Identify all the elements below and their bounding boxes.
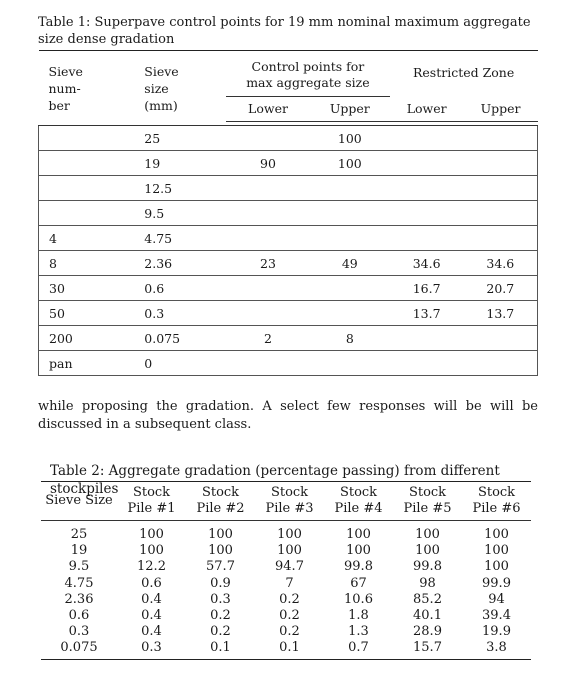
- percent-passing-cell: 40.1: [413, 608, 442, 624]
- percent-passing-cell: 0.2: [279, 608, 300, 624]
- control-upper-cell: [310, 201, 390, 226]
- header-line: Pile #2: [196, 501, 245, 516]
- restricted-lower-cell: [390, 351, 464, 376]
- sieve-size-cell: 2.36: [64, 591, 94, 607]
- table-row: [41, 543, 531, 559]
- sieve-size-cell: 0.3: [68, 624, 90, 640]
- table-row: [39, 201, 538, 226]
- header-line: Stock: [408, 485, 447, 500]
- restricted-upper-cell: [464, 351, 538, 376]
- percent-passing-cell: 0.7: [324, 640, 393, 659]
- percent-passing-cell: 85.2: [413, 591, 442, 607]
- header-line: Control points for: [251, 59, 365, 74]
- control-lower-cell: [226, 351, 310, 376]
- control-lower-cell: 23: [226, 251, 310, 276]
- sieve-size-cell: 25: [134, 126, 226, 151]
- percent-passing-cell: 0.2: [210, 624, 231, 640]
- sieve-number-cell: 200: [39, 326, 135, 351]
- restricted-zone-header: Restricted Zone: [390, 51, 538, 97]
- table-row: [41, 624, 531, 640]
- restricted-lower-cell: 13.7: [390, 301, 464, 326]
- sieve-number-cell: 4: [39, 226, 135, 251]
- control-upper-cell: [310, 351, 390, 376]
- sieve-size-cell: 0.6: [68, 608, 90, 624]
- sieve-size-cell: 2.36: [134, 251, 226, 276]
- control-lower-cell: [226, 301, 310, 326]
- table2-body: [41, 521, 531, 660]
- control-upper-cell: [310, 301, 390, 326]
- percent-passing-cell: 94.7: [275, 559, 304, 575]
- percent-passing-cell: 100: [139, 527, 164, 542]
- percent-passing-cell: 57.7: [206, 559, 235, 575]
- table-row: [39, 301, 538, 326]
- percent-passing-cell: 0.6: [141, 575, 162, 591]
- percent-passing-cell: 0.1: [186, 640, 255, 659]
- header-line: (mm): [144, 98, 178, 113]
- percent-passing-cell: 0.2: [210, 608, 231, 624]
- sieve-number-header: [39, 51, 135, 122]
- header-line: Stock: [201, 485, 240, 500]
- stockpile-header: [324, 482, 393, 521]
- percent-passing-cell: 1.3: [348, 624, 369, 640]
- sieve-size-header: Sieve Size: [41, 482, 117, 521]
- control-upper-cell: 100: [310, 151, 390, 176]
- sieve-size-cell: 4.75: [64, 575, 94, 591]
- control-upper-cell: [310, 176, 390, 201]
- control-lower-cell: [226, 126, 310, 151]
- header-line: num-: [48, 81, 81, 96]
- table-row: [39, 226, 538, 251]
- percent-passing-cell: 12.2: [137, 559, 166, 575]
- table-row: [39, 251, 538, 276]
- percent-passing-cell: 94: [488, 591, 505, 607]
- sieve-number-cell: [39, 201, 135, 226]
- header-line: Stock: [132, 485, 171, 500]
- restricted-lower-cell: [390, 226, 464, 251]
- table1-body: [39, 126, 538, 376]
- table-row: [41, 559, 531, 575]
- header-line: Pile #4: [334, 501, 383, 516]
- restricted-lower-cell: 34.6: [390, 251, 464, 276]
- percent-passing-cell: 28.9: [413, 624, 442, 640]
- control-lower-cell: [226, 226, 310, 251]
- percent-passing-cell: 0.4: [141, 608, 162, 624]
- control-upper-cell: 49: [310, 251, 390, 276]
- sieve-size-cell: 0.075: [41, 640, 117, 659]
- percent-passing-cell: 99.8: [344, 559, 373, 575]
- sieve-size-cell: 9.5: [68, 559, 90, 575]
- sieve-size-header: [134, 51, 226, 122]
- control-upper-cell: [310, 276, 390, 301]
- percent-passing-cell: 100: [484, 543, 509, 559]
- sieve-size-cell: 0: [134, 351, 226, 376]
- restricted-lower-cell: [390, 176, 464, 201]
- restricted-lower-cell: [390, 326, 464, 351]
- sieve-size-cell: 0.6: [134, 276, 226, 301]
- restricted-lower-cell: 16.7: [390, 276, 464, 301]
- control-upper-cell: [310, 226, 390, 251]
- percent-passing-cell: 98: [419, 575, 436, 591]
- stockpile-header: [117, 482, 186, 521]
- stockpile-header: [393, 482, 462, 521]
- control-lower-cell: 2: [226, 326, 310, 351]
- control-lower-header: Lower: [226, 97, 310, 122]
- sieve-number-cell: 8: [39, 251, 135, 276]
- percent-passing-cell: 100: [346, 527, 371, 542]
- header-line: Pile #1: [127, 501, 176, 516]
- sieve-number-cell: [39, 176, 135, 201]
- stockpile-gradation-table: [41, 481, 531, 660]
- table-row: [41, 608, 531, 624]
- table-row: [39, 151, 538, 176]
- percent-passing-cell: 0.4: [141, 624, 162, 640]
- sieve-size-cell: 19: [70, 543, 88, 559]
- restricted-upper-cell: 13.7: [464, 301, 538, 326]
- header-line: Sieve: [144, 64, 179, 79]
- percent-passing-cell: 100: [415, 527, 440, 542]
- sieve-size-cell: 19: [134, 151, 226, 176]
- restricted-upper-header: Upper: [464, 97, 538, 122]
- percent-passing-cell: 0.2: [279, 624, 300, 640]
- control-lower-cell: [226, 201, 310, 226]
- sieve-number-cell: 50: [39, 301, 135, 326]
- table1-caption: Table 1: Superpave control points for 19 mm nominal maximum aggregate size dense gradation: [38, 15, 531, 47]
- body-paragraph: while proposing the gradation. A select few responses will be will be discussed in a subsequent class.: [38, 399, 538, 432]
- control-upper-cell: 8: [310, 326, 390, 351]
- percent-passing-cell: 0.1: [255, 640, 324, 659]
- sieve-number-cell: pan: [39, 351, 135, 376]
- restricted-upper-cell: 34.6: [464, 251, 538, 276]
- table2-caption: Table 2: Aggregate gradation (percentage passing) from different stockpiles: [50, 463, 500, 497]
- restricted-lower-cell: [390, 201, 464, 226]
- restricted-upper-cell: [464, 201, 538, 226]
- table2-header-row: [41, 482, 531, 521]
- stockpile-header: [186, 482, 255, 521]
- percent-passing-cell: 100: [208, 543, 233, 559]
- percent-passing-cell: 7: [285, 575, 294, 591]
- restricted-lower-cell: [390, 126, 464, 151]
- percent-passing-cell: 100: [484, 559, 509, 575]
- control-upper-cell: 100: [310, 126, 390, 151]
- control-lower-cell: [226, 176, 310, 201]
- control-lower-cell: [226, 276, 310, 301]
- table-row: [39, 351, 538, 376]
- percent-passing-cell: 0.3: [117, 640, 186, 659]
- percent-passing-cell: 0.4: [141, 591, 162, 607]
- restricted-upper-cell: 20.7: [464, 276, 538, 301]
- table-row: [41, 592, 531, 608]
- sieve-number-cell: [39, 126, 135, 151]
- superpave-control-points-table: [38, 50, 538, 376]
- percent-passing-cell: 15.7: [393, 640, 462, 659]
- percent-passing-cell: 0.2: [279, 591, 300, 607]
- percent-passing-cell: 100: [277, 543, 302, 559]
- header-line: Sieve: [48, 64, 83, 79]
- control-upper-header: Upper: [310, 97, 390, 122]
- sieve-size-cell: 9.5: [134, 201, 226, 226]
- stockpile-header: [462, 482, 531, 521]
- percent-passing-cell: 100: [277, 527, 302, 542]
- header-line: ber: [48, 98, 70, 113]
- sieve-size-cell: 0.075: [134, 326, 226, 351]
- percent-passing-cell: 100: [208, 527, 233, 542]
- percent-passing-cell: 39.4: [482, 608, 511, 624]
- header-line: Pile #6: [472, 501, 521, 516]
- header-line: size: [144, 81, 169, 96]
- percent-passing-cell: 100: [484, 527, 509, 542]
- table-row: [39, 126, 538, 151]
- header-line: max aggregate size: [246, 75, 370, 90]
- header-line: Pile #5: [403, 501, 452, 516]
- header-line: Stock: [270, 485, 309, 500]
- sieve-number-cell: [39, 151, 135, 176]
- table-row: [39, 176, 538, 201]
- percent-passing-cell: 3.8: [462, 640, 531, 659]
- percent-passing-cell: 100: [346, 543, 371, 559]
- control-points-header: [226, 51, 390, 97]
- header-line: Stock: [477, 485, 516, 500]
- restricted-upper-cell: [464, 326, 538, 351]
- percent-passing-cell: 1.8: [348, 608, 369, 624]
- sieve-number-cell: 30: [39, 276, 135, 301]
- control-lower-cell: 90: [226, 151, 310, 176]
- percent-passing-cell: 10.6: [344, 591, 373, 607]
- restricted-upper-cell: [464, 126, 538, 151]
- sieve-size-cell: 25: [70, 527, 88, 542]
- percent-passing-cell: 100: [415, 543, 440, 559]
- percent-passing-cell: 0.9: [210, 575, 231, 591]
- table-row: [41, 521, 531, 544]
- table-row: [39, 276, 538, 301]
- restricted-upper-cell: [464, 151, 538, 176]
- header-line: Stock: [339, 485, 378, 500]
- restricted-lower-header: Lower: [390, 97, 464, 122]
- percent-passing-cell: 99.8: [413, 559, 442, 575]
- sieve-size-cell: 0.3: [134, 301, 226, 326]
- sieve-size-cell: 12.5: [134, 176, 226, 201]
- percent-passing-cell: 19.9: [482, 624, 511, 640]
- percent-passing-cell: 99.9: [482, 575, 511, 591]
- percent-passing-cell: 100: [139, 543, 164, 559]
- table-row: [39, 326, 538, 351]
- restricted-upper-cell: [464, 176, 538, 201]
- percent-passing-cell: 67: [350, 575, 367, 591]
- restricted-lower-cell: [390, 151, 464, 176]
- stockpile-header: [255, 482, 324, 521]
- restricted-upper-cell: [464, 226, 538, 251]
- header-line: Pile #3: [265, 501, 314, 516]
- percent-passing-cell: 0.3: [210, 591, 231, 607]
- table-row: [41, 576, 531, 592]
- table-row: [41, 640, 531, 659]
- sieve-size-cell: 4.75: [134, 226, 226, 251]
